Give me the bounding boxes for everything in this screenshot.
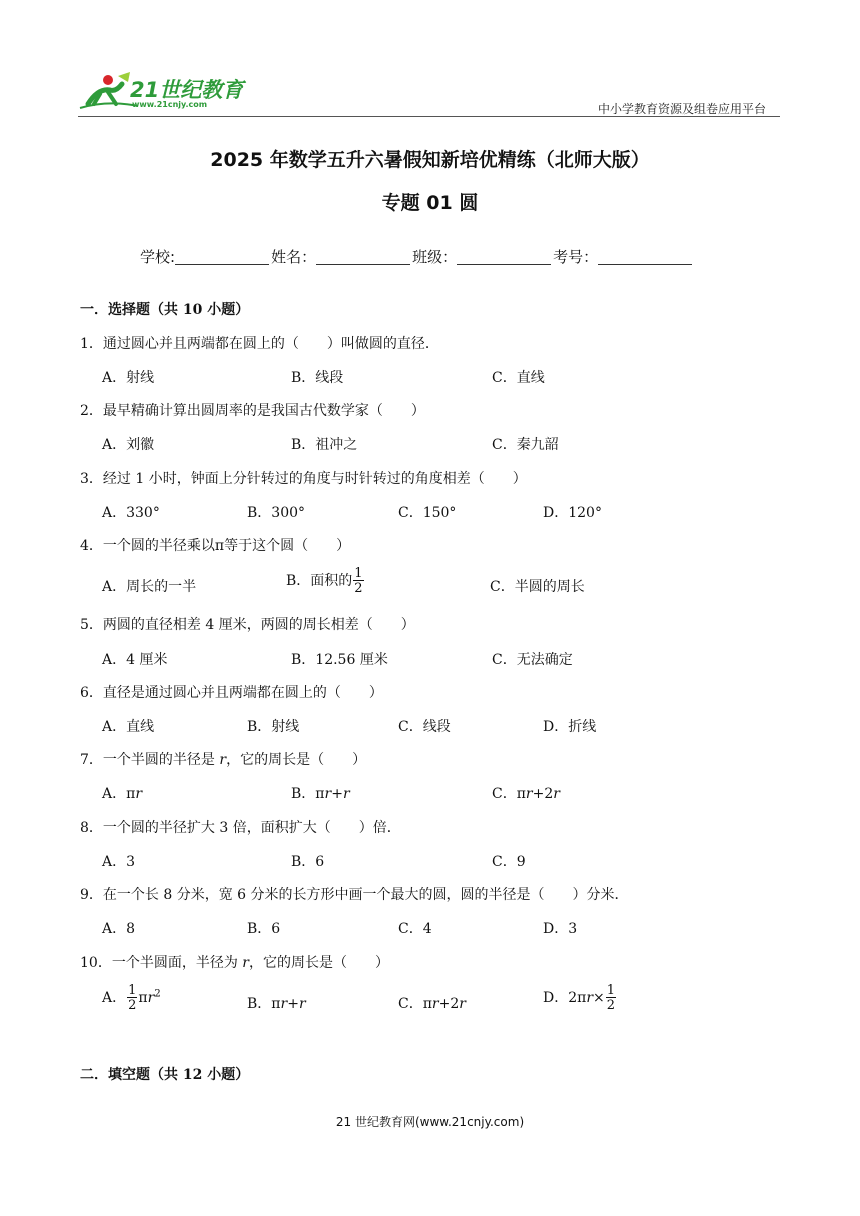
question-4: 4．一个圆的半径乘以π等于这个圆（ ） (80, 538, 351, 554)
q8-option-b[interactable]: B．6 (291, 854, 325, 870)
q7-option-c[interactable]: C．πr+2r (492, 786, 560, 802)
q6-option-c[interactable]: C．线段 (398, 719, 451, 735)
q10-option-d[interactable]: D．2πr× $\frac{1}{2}$ (543, 983, 616, 1013)
page-subtitle: 专题 01 圆 (381, 192, 479, 214)
q9-option-b[interactable]: B．6 (247, 921, 281, 937)
question-7: 7．一个半圆的半径是 r，它的周长是（ ） (80, 752, 367, 768)
class-field[interactable] (457, 248, 551, 265)
q1-option-c[interactable]: C．直线 (492, 370, 545, 386)
q10a-fraction: $\frac{1}{2}$ (128, 983, 137, 1013)
section-fill-heading: 二．填空题（共 12 小题） (80, 1067, 250, 1083)
q3-option-b[interactable]: B．300° (247, 505, 306, 521)
page-title: 2025 年数学五升六暑假知新培优精练（北师大版） (210, 149, 650, 171)
exam-no-label: 考号： (553, 248, 599, 266)
q9-option-d[interactable]: D．3 (543, 921, 578, 937)
q4-option-b[interactable] (286, 567, 365, 595)
q7-option-a[interactable]: A．πr (102, 786, 143, 802)
student-info (140, 246, 694, 267)
school-field[interactable] (175, 248, 269, 265)
question-1: 1．通过圆心并且两端都在圆上的（ ）叫做圆的直径． (80, 336, 439, 352)
q1-option-b[interactable]: B．线段 (291, 370, 344, 386)
q10-option-b[interactable]: B．πr+r (247, 996, 306, 1012)
q2-option-c[interactable]: C．秦九韶 (492, 437, 559, 453)
question-5: 5．两圆的直径相差 4 厘米，两圆的周长相差（ ） (80, 617, 415, 633)
question-6: 6．直径是通过圆心并且两端都在圆上的（ ） (80, 685, 383, 701)
q10-option-a[interactable]: A． $\frac{1}{2}$ $\pi r^2$ (102, 983, 161, 1013)
question-9: 9．在一个长 8 分米，宽 6 分米的长方形中画一个最大的圆，圆的半径是（ ）分米． (80, 887, 629, 903)
q8-option-a[interactable]: A．3 (102, 854, 136, 870)
question-2: 2．最早精确计算出圆周率的是我国古代数学家（ ） (80, 403, 425, 419)
section-choice-heading: 一．选择题（共 10 小题） (80, 302, 250, 318)
q8-option-c[interactable]: C．9 (492, 854, 526, 870)
question-3: 3．经过 1 小时，钟面上分针转过的角度与时针转过的角度相差（ ） (80, 471, 527, 487)
q4-option-c[interactable]: C．半圆的周长 (490, 579, 585, 595)
q4-fraction: $\frac{1}{2}$ (354, 566, 363, 596)
q3-option-a[interactable]: A．330° (102, 505, 160, 521)
platform-name: 中小学教育资源及组卷应用平台 (598, 102, 767, 116)
q1-option-a[interactable]: A．射线 (102, 370, 155, 386)
q4-option-a[interactable]: A．周长的一半 (102, 579, 197, 595)
q5-option-b[interactable]: B．12.56 厘米 (291, 652, 388, 668)
q2-option-a[interactable]: A．刘徽 (102, 437, 155, 453)
question-8: 8．一个圆的半径扩大 3 倍，面积扩大（ ）倍． (80, 820, 401, 836)
q9-option-a[interactable]: A．8 (102, 921, 136, 937)
q5-option-c[interactable]: C．无法确定 (492, 652, 573, 668)
q4-option-b-text: B．面积的 (286, 573, 353, 589)
page-footer: 21 世纪教育网(www.21cnjy.com) (335, 1115, 525, 1129)
logo-text: 21世纪教育 (130, 78, 244, 102)
logo (78, 70, 248, 114)
q3-option-d[interactable]: D．120° (543, 505, 602, 521)
q10d-fraction: $\frac{1}{2}$ (606, 983, 616, 1013)
q6-option-d[interactable]: D．折线 (543, 719, 597, 735)
name-field[interactable] (316, 248, 410, 265)
q2-option-b[interactable]: B．祖冲之 (291, 437, 358, 453)
exam-no-field[interactable] (598, 248, 692, 265)
header-divider (78, 116, 780, 117)
logo-url: www.21cnjy.com (132, 100, 208, 109)
question-10: 10．一个半圆面，半径为 r，它的周长是（ ） (80, 955, 389, 971)
class-label: 班级： (412, 248, 458, 266)
school-label: 学校: (140, 248, 176, 266)
name-label: 姓名： (271, 248, 317, 266)
q7-option-b[interactable]: B．πr+r (291, 786, 350, 802)
q6-option-b[interactable]: B．射线 (247, 719, 300, 735)
q10-option-c[interactable]: C．πr+2r (398, 996, 466, 1012)
q5-option-a[interactable]: A．4 厘米 (102, 652, 168, 668)
q9-option-c[interactable]: C．4 (398, 921, 432, 937)
q3-option-c[interactable]: C．150° (398, 505, 457, 521)
q6-option-a[interactable]: A．直线 (102, 719, 155, 735)
